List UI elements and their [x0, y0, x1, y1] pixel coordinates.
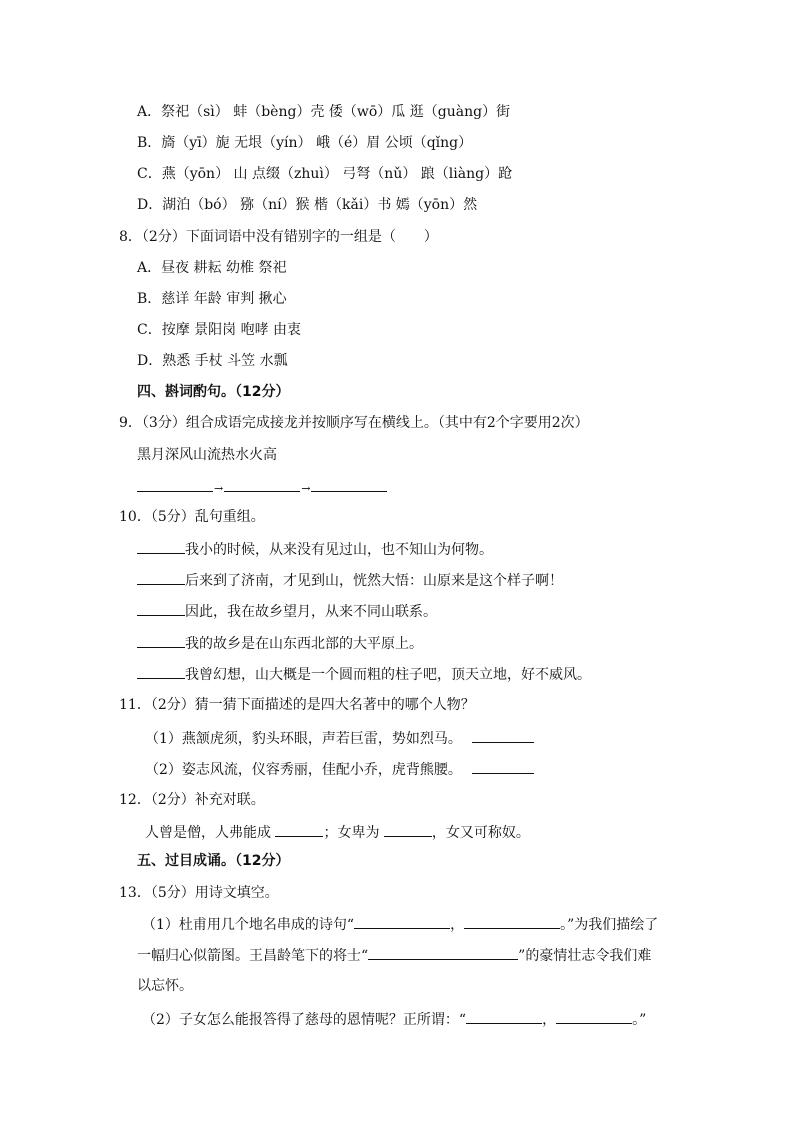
q13-part1-line1: （1）杜甫用几个地名串成的诗句“ ， 。”为我们描绘了: [142, 914, 658, 934]
q10-sentence: 因此，我在故乡望月，从来不同山联系。: [137, 601, 437, 621]
q9-chain: [137, 477, 387, 498]
answer-blank[interactable]: [354, 914, 450, 929]
q11-stem: 11．（2分）猜一猜下面描述的是四大名著中的哪个人物？: [119, 697, 475, 713]
answer-blank[interactable]: [224, 477, 300, 492]
q7-option-c: C．燕（yōn） 山 点缀（zhuì） 弓弩（nǔ） 踉（liàng）跄: [137, 166, 513, 182]
answer-blank[interactable]: [137, 477, 213, 492]
answer-blank[interactable]: [464, 914, 560, 929]
q7-option-b: B．旖（yī）旎 无垠（yín） 峨（é）眉 公顷（qǐng）: [137, 135, 473, 151]
q10-sentence: 我的故乡是在山东西北部的大平原上。: [137, 633, 423, 653]
arrow-icon: →: [214, 482, 224, 495]
q11-item-2: （2）姿志风流，仪容秀丽，佳配小乔，虎背熊腰。: [145, 759, 534, 779]
answer-blank[interactable]: [556, 1009, 632, 1024]
q10-sentence: 我曾幻想，山大概是一个圆而粗的柱子吧，顶天立地，好不威风。: [137, 664, 591, 684]
q8-option-a: A．昼夜 耕耘 幼椎 祭祀: [137, 260, 287, 276]
answer-blank[interactable]: [275, 822, 323, 837]
q11-item-1: （1）燕颔虎须，豹头环眼，声若巨雷，势如烈马。: [145, 728, 534, 748]
q13-part1-line3: 以忘怀。: [137, 978, 193, 994]
section-4-heading: 四、斟词酌句。（12分）: [137, 384, 290, 400]
q10-stem: 10．（5分）乱句重组。: [119, 509, 265, 525]
q13-stem: 13．（5分）用诗文填空。: [119, 885, 279, 901]
q8-stem: 8．（2分）下面词语中没有错别字的一组是（ ）: [119, 229, 438, 245]
q8-option-b: B．慈详 年龄 审判 揪心: [137, 291, 287, 307]
answer-blank[interactable]: [137, 539, 185, 554]
q9-stem: 9．（3分）组合成语完成接龙并按顺序写在横线上。（其中有2个字要用2次）: [119, 415, 589, 431]
arrow-icon: →: [301, 482, 311, 495]
answer-blank[interactable]: [466, 1009, 542, 1024]
q8-option-d: D．熟悉 手杖 斗笠 水瓢: [137, 353, 288, 369]
answer-blank[interactable]: [384, 822, 432, 837]
q13-part2: （2）子女怎么能报答得了慈母的恩情呢？正所谓：“ ， 。”: [142, 1009, 646, 1029]
answer-blank[interactable]: [137, 570, 185, 585]
answer-blank[interactable]: [137, 633, 185, 648]
section-5-heading: 五、过目成诵。（12分）: [137, 853, 290, 869]
answer-blank[interactable]: [137, 664, 185, 679]
q12-stem: 12．（2分）补充对联。: [119, 792, 265, 808]
answer-blank[interactable]: [311, 477, 387, 492]
answer-blank[interactable]: [472, 728, 534, 743]
q8-option-c: C．按摩 景阳岗 咆哮 由衷: [137, 322, 302, 338]
q10-sentence: 我小的时候，从来没有见过山，也不知山为何物。: [137, 539, 493, 559]
q10-sentence: 后来到了济南，才见到山，恍然大悟：山原来是这个样子啊！: [137, 570, 563, 590]
q12-couplet: 人曾是僧，人弗能成 ；女卑为 ，女又可称奴。: [145, 822, 530, 842]
answer-blank[interactable]: [472, 759, 534, 774]
q9-chars: 黑月深风山流热水火高: [137, 447, 277, 463]
q7-option-a: A．祭祀（sì） 蚌（bèng）壳 倭（wō）瓜 逛（guàng）街: [137, 104, 511, 120]
q13-part1-line2: 一幅归心似箭图。王昌龄笔下的将士“ ”的豪情壮志令我们难: [137, 945, 651, 965]
answer-blank[interactable]: [368, 945, 518, 960]
answer-blank[interactable]: [137, 601, 185, 616]
q7-option-d: D．湖泊（bó） 猕（ní）猴 楷（kǎi）书 嫣（yōn）然: [137, 197, 478, 213]
